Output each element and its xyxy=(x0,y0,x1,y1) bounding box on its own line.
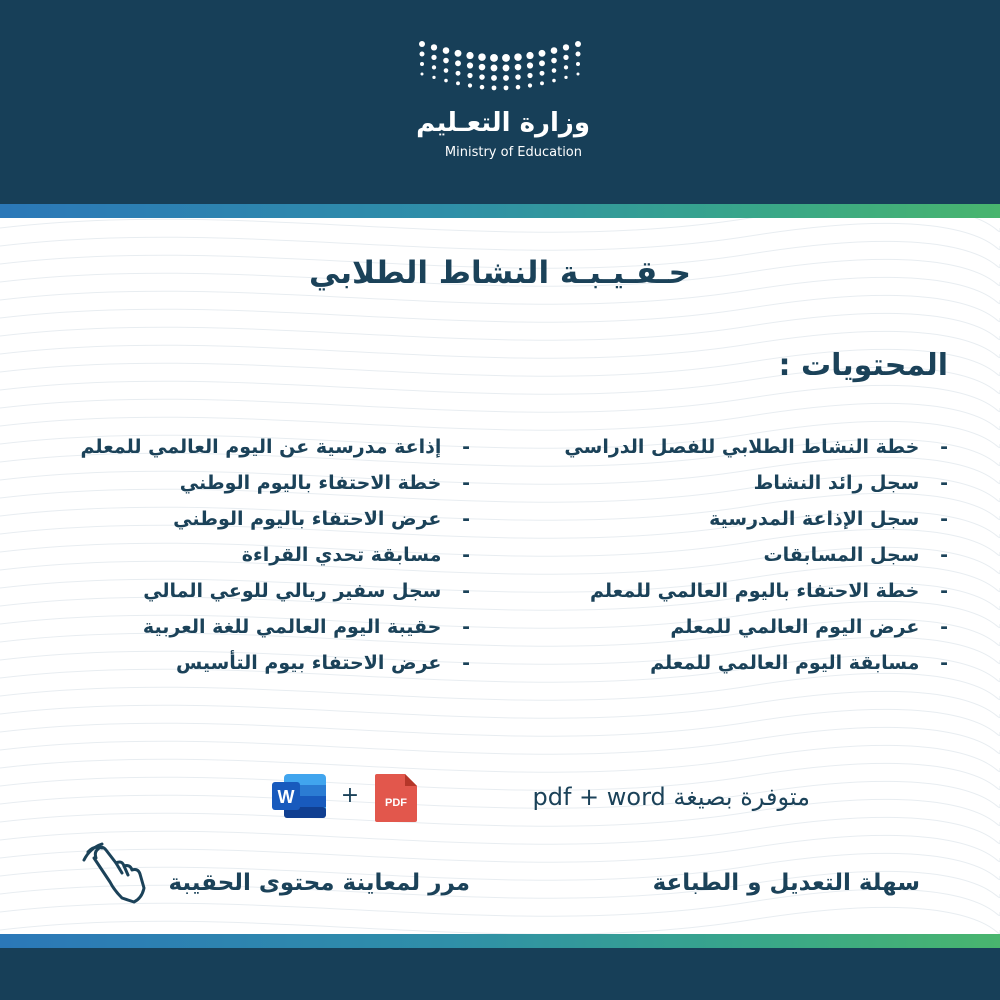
contents-heading: المحتويات : xyxy=(778,348,948,383)
list-bullet: - xyxy=(462,508,470,530)
list-bullet: - xyxy=(462,580,470,602)
page-title: حـقـيـبـة النشاط الطلابي xyxy=(308,255,692,291)
list-item: - حقيبة اليوم العالمي للغة العربية xyxy=(50,612,470,648)
list-bullet: - xyxy=(940,508,948,530)
hand-swipe-icon xyxy=(80,842,148,906)
list-item: - سجل سفير ريالي للوعي المالي xyxy=(50,576,470,612)
list-bullet: - xyxy=(462,436,470,458)
easy-edit-text: سهلة التعديل و الطباعة xyxy=(652,870,920,896)
list-item: - إذاعة مدرسية عن اليوم العالمي للمعلم xyxy=(50,432,470,468)
top-gradient-bar xyxy=(0,204,1000,218)
logo-arabic-text: وزارة التعـليم xyxy=(416,108,590,138)
list-item: - سجل رائد النشاط xyxy=(528,468,948,504)
list-bullet: - xyxy=(940,616,948,638)
list-bullet: - xyxy=(940,580,948,602)
list-item: - عرض اليوم العالمي للمعلم xyxy=(528,612,948,648)
list-bullet: - xyxy=(940,544,948,566)
list-item: - مسابقة تحدي القراءة xyxy=(50,540,470,576)
footer-banner xyxy=(0,948,1000,1000)
list-item: - عرض الاحتفاء باليوم الوطني xyxy=(50,504,470,540)
list-item: - عرض الاحتفاء بيوم التأسيس xyxy=(50,648,470,684)
list-item: - خطة النشاط الطلابي للفصل الدراسي xyxy=(528,432,948,468)
swipe-preview-text: مرر لمعاينة محتوى الحقيبة xyxy=(168,870,470,896)
header-banner xyxy=(0,0,1000,204)
list-bullet: - xyxy=(462,616,470,638)
list-item: - سجل الإذاعة المدرسية xyxy=(528,504,948,540)
list-bullet: - xyxy=(940,652,948,674)
list-bullet: - xyxy=(462,544,470,566)
svg-text:W: W xyxy=(277,787,295,807)
list-item: - مسابقة اليوم العالمي للمعلم xyxy=(528,648,948,684)
contents-list-right xyxy=(528,432,948,684)
list-item: - خطة الاحتفاء باليوم الوطني xyxy=(50,468,470,504)
list-bullet: - xyxy=(940,436,948,458)
pdf-icon-label: PDF xyxy=(385,797,407,809)
list-bullet: - xyxy=(462,652,470,674)
list-bullet: - xyxy=(940,472,948,494)
pdf-file-icon xyxy=(373,772,419,824)
contents-list-left xyxy=(50,432,470,684)
available-formats-text: متوفرة بصيغة pdf + word xyxy=(532,783,810,811)
list-bullet: - xyxy=(462,472,470,494)
bottom-gradient-bar xyxy=(0,934,1000,948)
list-item: - خطة الاحتفاء باليوم العالمي للمعلم xyxy=(528,576,948,612)
word-file-icon xyxy=(270,772,328,820)
list-item: - سجل المسابقات xyxy=(528,540,948,576)
logo-english-text: Ministry of Education xyxy=(444,145,582,160)
plus-sign: + xyxy=(340,783,360,808)
